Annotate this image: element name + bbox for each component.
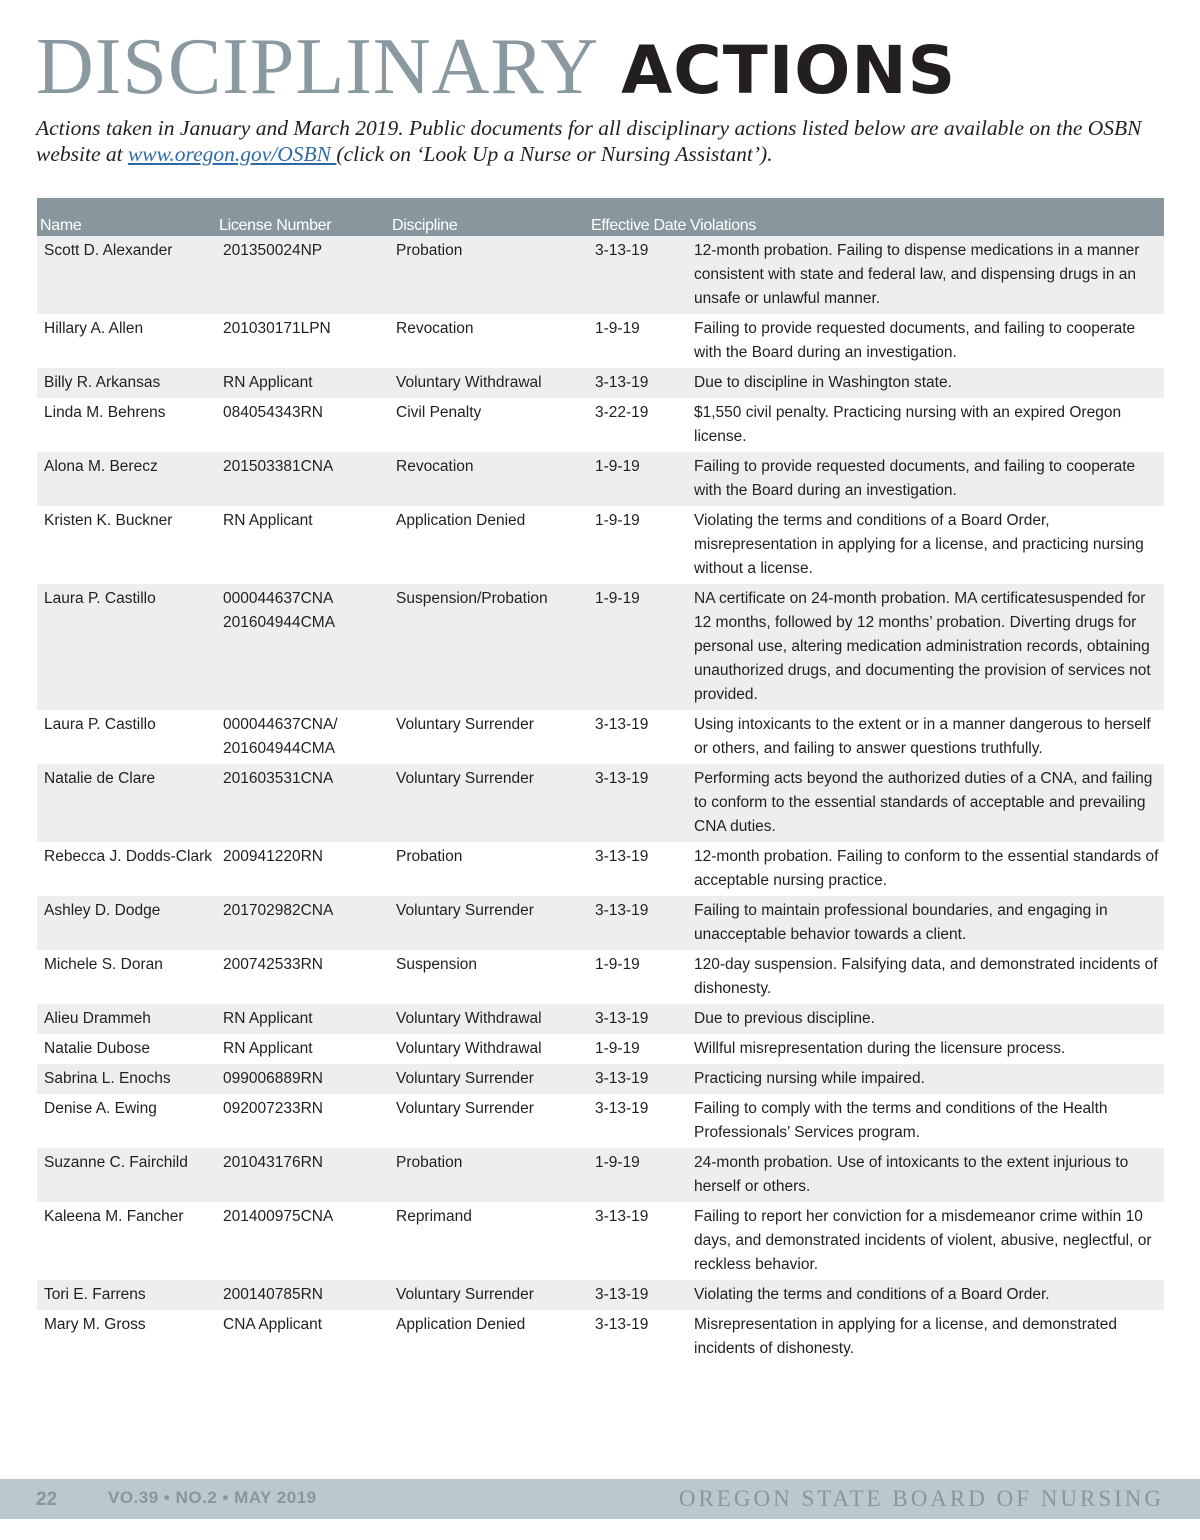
cell-discipline: Voluntary Surrender	[389, 1064, 588, 1094]
cell-name: Alona M. Berecz	[37, 452, 216, 506]
table-row	[37, 1094, 1164, 1148]
cell-effective-date: 1-9-19	[588, 1148, 687, 1202]
cell-name: Ashley D. Dodge	[37, 896, 216, 950]
cell-violations: 24-month probation. Use of intoxicants to the extent injurious to herself or others.	[687, 1148, 1164, 1202]
table-row	[37, 1034, 1164, 1064]
issue-info: VO.39 • NO.2 • MAY 2019	[108, 1488, 317, 1507]
cell-name: Scott D. Alexander	[37, 236, 216, 314]
cell-name: Rebecca J. Dodds-Clark	[37, 842, 216, 896]
cell-violations: Due to discipline in Washington state.	[687, 368, 1164, 398]
table-row	[37, 896, 1164, 950]
table-row	[37, 236, 1164, 314]
cell-violations: Practicing nursing while impaired.	[687, 1064, 1164, 1094]
cell-name: Suzanne C. Fairchild	[37, 1148, 216, 1202]
table-row	[37, 452, 1164, 506]
table-row	[37, 1202, 1164, 1280]
cell-violations: Due to previous discipline.	[687, 1004, 1164, 1034]
column-header-effective-date: Effective Date	[588, 198, 687, 236]
column-header-name: Name	[37, 198, 216, 236]
cell-discipline: Voluntary Surrender	[389, 710, 588, 764]
cell-effective-date: 3-13-19	[588, 368, 687, 398]
cell-discipline: Application Denied	[389, 506, 588, 584]
cell-violations: Failing to comply with the terms and conditions of the Health Professionals’ Services program.	[687, 1094, 1164, 1148]
cell-license-number: CNA Applicant	[216, 1310, 389, 1364]
table-row	[37, 1280, 1164, 1310]
cell-discipline: Revocation	[389, 452, 588, 506]
cell-discipline: Voluntary Withdrawal	[389, 1034, 588, 1064]
table-row	[37, 368, 1164, 398]
cell-violations: Violating the terms and conditions of a Board Order, misrepresentation in applying for a license, and practicing nursing without a license.	[687, 506, 1164, 584]
table-row	[37, 950, 1164, 1004]
cell-violations: Misrepresentation in applying for a license, and demonstrated incidents of dishonesty.	[687, 1310, 1164, 1364]
cell-license-number: 200742533RN	[216, 950, 389, 1004]
cell-license-number: 201043176RN	[216, 1148, 389, 1202]
cell-effective-date: 1-9-19	[588, 314, 687, 368]
table-header-row	[37, 198, 1164, 236]
intro-paragraph	[36, 116, 1166, 167]
cell-violations: NA certificate on 24-month probation. MA certificatesuspended for 12 months, followed by 12 months’ probation. Diverting drugs for personal use, altering medication administration records, obtaining unauthorized drugs, and documenting the provision of services not provided.	[687, 584, 1164, 710]
table-row	[37, 1310, 1164, 1364]
cell-effective-date: 3-13-19	[588, 236, 687, 314]
title-disciplinary: DISCIPLINARY	[36, 23, 600, 111]
cell-name: Natalie de Clare	[37, 764, 216, 842]
cell-discipline: Reprimand	[389, 1202, 588, 1280]
table-row	[37, 584, 1164, 710]
cell-name: Tori E. Farrens	[37, 1280, 216, 1310]
cell-effective-date: 1-9-19	[588, 452, 687, 506]
cell-name: Alieu Drammeh	[37, 1004, 216, 1034]
cell-violations: Failing to maintain professional boundaries, and engaging in unacceptable behavior towards a client.	[687, 896, 1164, 950]
cell-license-number: 201400975CNA	[216, 1202, 389, 1280]
table-row	[37, 764, 1164, 842]
cell-license-number: RN Applicant	[216, 506, 389, 584]
title-actions: ACTIONS	[621, 32, 957, 109]
cell-effective-date: 3-13-19	[588, 1064, 687, 1094]
cell-license-number: RN Applicant	[216, 1004, 389, 1034]
cell-violations: Failing to provide requested documents, and failing to cooperate with the Board during an investigation.	[687, 314, 1164, 368]
column-header-discipline: Discipline	[389, 198, 588, 236]
organization-name: OREGON STATE BOARD OF NURSING	[678, 1486, 1164, 1511]
cell-name: Linda M. Behrens	[37, 398, 216, 452]
table-row	[37, 842, 1164, 896]
cell-effective-date: 3-13-19	[588, 896, 687, 950]
cell-license-number: 099006889RN	[216, 1064, 389, 1094]
cell-effective-date: 1-9-19	[588, 950, 687, 1004]
table-row	[37, 710, 1164, 764]
intro-text: Actions taken in January and March 2019. Public documents for all disciplinary actions listed below are available on the OSBN website at	[36, 116, 1142, 166]
cell-effective-date: 3-13-19	[588, 1202, 687, 1280]
cell-license-number: 000044637CNA/ 201604944CMA	[216, 710, 389, 764]
cell-violations: 12-month probation. Failing to conform to the essential standards of acceptable nursing practice.	[687, 842, 1164, 896]
cell-license-number: 200140785RN	[216, 1280, 389, 1310]
cell-license-number: 201702982CNA	[216, 896, 389, 950]
cell-discipline: Voluntary Surrender	[389, 1094, 588, 1148]
cell-name: Michele S. Doran	[37, 950, 216, 1004]
cell-discipline: Probation	[389, 1148, 588, 1202]
table-row	[37, 1148, 1164, 1202]
cell-license-number: 000044637CNA 201604944CMA	[216, 584, 389, 710]
cell-effective-date: 3-13-19	[588, 710, 687, 764]
cell-name: Kaleena M. Fancher	[37, 1202, 216, 1280]
cell-effective-date: 1-9-19	[588, 584, 687, 710]
table-row	[37, 1004, 1164, 1034]
cell-license-number: RN Applicant	[216, 368, 389, 398]
cell-effective-date: 3-13-19	[588, 1004, 687, 1034]
cell-name: Sabrina L. Enochs	[37, 1064, 216, 1094]
column-header-violations: Violations	[687, 198, 1164, 236]
cell-name: Natalie Dubose	[37, 1034, 216, 1064]
cell-violations: Using intoxicants to the extent or in a manner dangerous to herself or others, and failing to answer questions truthfully.	[687, 710, 1164, 764]
cell-discipline: Voluntary Withdrawal	[389, 1004, 588, 1034]
cell-discipline: Probation	[389, 842, 588, 896]
cell-discipline: Revocation	[389, 314, 588, 368]
cell-violations: Failing to report her conviction for a misdemeanor crime within 10 days, and demonstrated incidents of violent, abusive, neglectful, or reckless behavior.	[687, 1202, 1164, 1280]
cell-discipline: Application Denied	[389, 1310, 588, 1364]
cell-license-number: 201603531CNA	[216, 764, 389, 842]
table-row	[37, 1064, 1164, 1094]
disciplinary-actions-table	[37, 198, 1164, 1364]
cell-name: Hillary A. Allen	[37, 314, 216, 368]
cell-effective-date: 1-9-19	[588, 506, 687, 584]
cell-effective-date: 3-13-19	[588, 1094, 687, 1148]
cell-discipline: Voluntary Surrender	[389, 1280, 588, 1310]
table-row	[37, 506, 1164, 584]
page-title	[36, 22, 956, 112]
cell-license-number: 201030171LPN	[216, 314, 389, 368]
cell-name: Denise A. Ewing	[37, 1094, 216, 1148]
cell-license-number: 201350024NP	[216, 236, 389, 314]
page-number: 22	[36, 1489, 58, 1510]
cell-violations: Violating the terms and conditions of a Board Order.	[687, 1280, 1164, 1310]
cell-discipline: Voluntary Withdrawal	[389, 368, 588, 398]
cell-license-number: 092007233RN	[216, 1094, 389, 1148]
table-row	[37, 398, 1164, 452]
cell-discipline: Suspension	[389, 950, 588, 1004]
cell-name: Billy R. Arkansas	[37, 368, 216, 398]
cell-violations: 120-day suspension. Falsifying data, and demonstrated incidents of dishonesty.	[687, 950, 1164, 1004]
cell-license-number: 084054343RN	[216, 398, 389, 452]
page-footer	[0, 1479, 1200, 1519]
cell-discipline: Voluntary Surrender	[389, 896, 588, 950]
column-header-license-number: License Number	[216, 198, 389, 236]
cell-effective-date: 3-13-19	[588, 842, 687, 896]
cell-name: Mary M. Gross	[37, 1310, 216, 1364]
cell-name: Kristen K. Buckner	[37, 506, 216, 584]
cell-name: Laura P. Castillo	[37, 710, 216, 764]
cell-violations: Willful misrepresentation during the licensure process.	[687, 1034, 1164, 1064]
cell-license-number: RN Applicant	[216, 1034, 389, 1064]
cell-effective-date: 3-13-19	[588, 1280, 687, 1310]
cell-effective-date: 3-13-19	[588, 764, 687, 842]
cell-license-number: 201503381CNA	[216, 452, 389, 506]
cell-violations: Failing to provide requested documents, and failing to cooperate with the Board during an investigation.	[687, 452, 1164, 506]
cell-violations: $1,550 civil penalty. Practicing nursing with an expired Oregon license.	[687, 398, 1164, 452]
cell-violations: Performing acts beyond the authorized duties of a CNA, and failing to conform to the essential standards of acceptable and prevailing CNA duties.	[687, 764, 1164, 842]
osbn-website-link[interactable]: www.oregon.gov/OSBN	[127, 141, 337, 166]
cell-effective-date: 3-22-19	[588, 398, 687, 452]
cell-license-number: 200941220RN	[216, 842, 389, 896]
cell-discipline: Voluntary Surrender	[389, 764, 588, 842]
cell-discipline: Suspension/Probation	[389, 584, 588, 710]
cell-name: Laura P. Castillo	[37, 584, 216, 710]
intro-text-end: (click on ‘Look Up a Nurse or Nursing Assistant’).	[336, 141, 773, 166]
cell-violations: 12-month probation. Failing to dispense medications in a manner consistent with state and federal law, and dispensing drugs in an unsafe or unlawful manner.	[687, 236, 1164, 314]
cell-discipline: Civil Penalty	[389, 398, 588, 452]
cell-discipline: Probation	[389, 236, 588, 314]
cell-effective-date: 1-9-19	[588, 1034, 687, 1064]
table-row	[37, 314, 1164, 368]
cell-effective-date: 3-13-19	[588, 1310, 687, 1364]
